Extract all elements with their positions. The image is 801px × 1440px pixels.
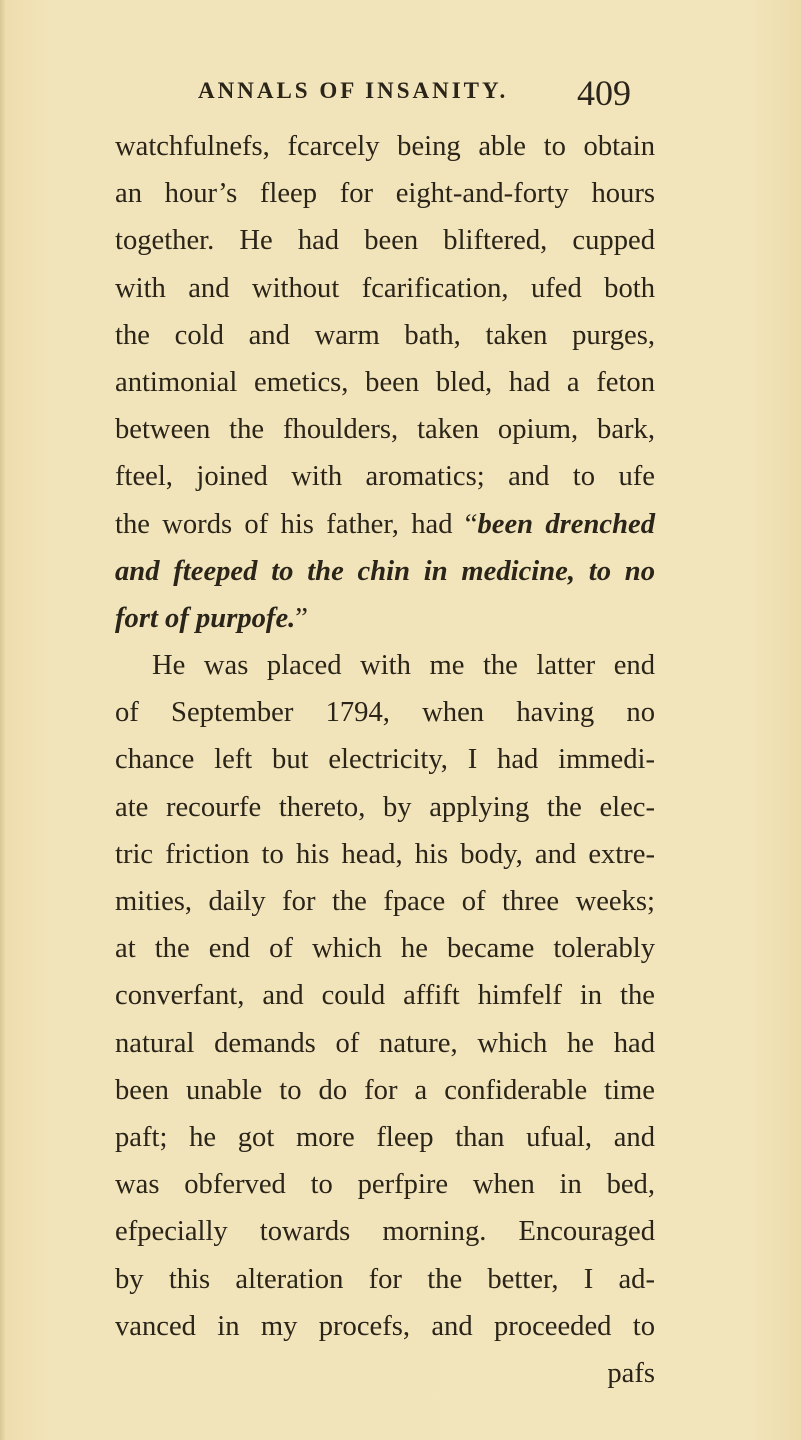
text-line: fteel, joined with aromatics; and to ufe bbox=[115, 461, 655, 493]
text-line: of September 1794, when having no bbox=[115, 697, 655, 729]
text-line: ate recourfe thereto, by applying the elec- bbox=[115, 791, 655, 823]
text-line-italic-end bbox=[115, 595, 655, 642]
text-line-quote bbox=[115, 501, 655, 548]
text-line: watchfulnefs, fcarcely being able to obtain bbox=[115, 131, 655, 162]
text-line: antimonial emetics, been bled, had a feton bbox=[115, 366, 655, 398]
catchword: pafs bbox=[607, 1357, 655, 1389]
text-line: an hour’s fleep for eight-and-forty hours bbox=[115, 178, 655, 210]
running-head-title: ANNALS OF INSANITY. bbox=[198, 78, 509, 103]
text-line: between the fhoulders, taken opium, bark, bbox=[115, 414, 655, 446]
text-line: natural demands of nature, which he had bbox=[115, 1027, 655, 1059]
paragraph-first-line: He was placed with me the latter end bbox=[152, 650, 655, 682]
text-line-italic: and fteeped to the chin in medicine, to no bbox=[115, 555, 655, 587]
text-line: vanced in my procefs, and proceeded to bbox=[115, 1310, 655, 1342]
text-line: at the end of which he became tolerably bbox=[115, 933, 655, 965]
text-line: efpecially towards morning. Encouraged bbox=[115, 1216, 655, 1248]
text-line: tric friction to his head, his body, and extre- bbox=[115, 838, 655, 870]
quote-italic-end: fort of purpofe. bbox=[115, 602, 296, 634]
text-line: chance left but electricity, I had immedi- bbox=[115, 744, 655, 776]
text-line: paft; he got more fleep than ufual, and bbox=[115, 1121, 655, 1153]
quote-prefix: the words of his father, had “ bbox=[115, 508, 478, 540]
text-line: with and without fcarification, ufed both bbox=[115, 272, 655, 304]
text-line: the cold and warm bath, taken purges, bbox=[115, 319, 655, 351]
text-line: was obferved to perfpire when in bed, bbox=[115, 1169, 655, 1201]
text-line: been unable to do for a confiderable time bbox=[115, 1074, 655, 1106]
text-line: converfant, and could affift himfelf in the bbox=[115, 980, 655, 1012]
body-text bbox=[115, 123, 655, 1397]
text-line: together. He had been bliftered, cupped bbox=[115, 225, 655, 257]
page-number: 409 bbox=[577, 73, 631, 113]
text-line: by this alteration for the better, I ad- bbox=[115, 1263, 655, 1295]
quote-close: ” bbox=[295, 602, 308, 634]
gutter-shadow bbox=[0, 0, 6, 1440]
text-line: mities, daily for the fpace of three weeks; bbox=[115, 886, 655, 917]
quote-italic: been drenched bbox=[477, 508, 655, 540]
